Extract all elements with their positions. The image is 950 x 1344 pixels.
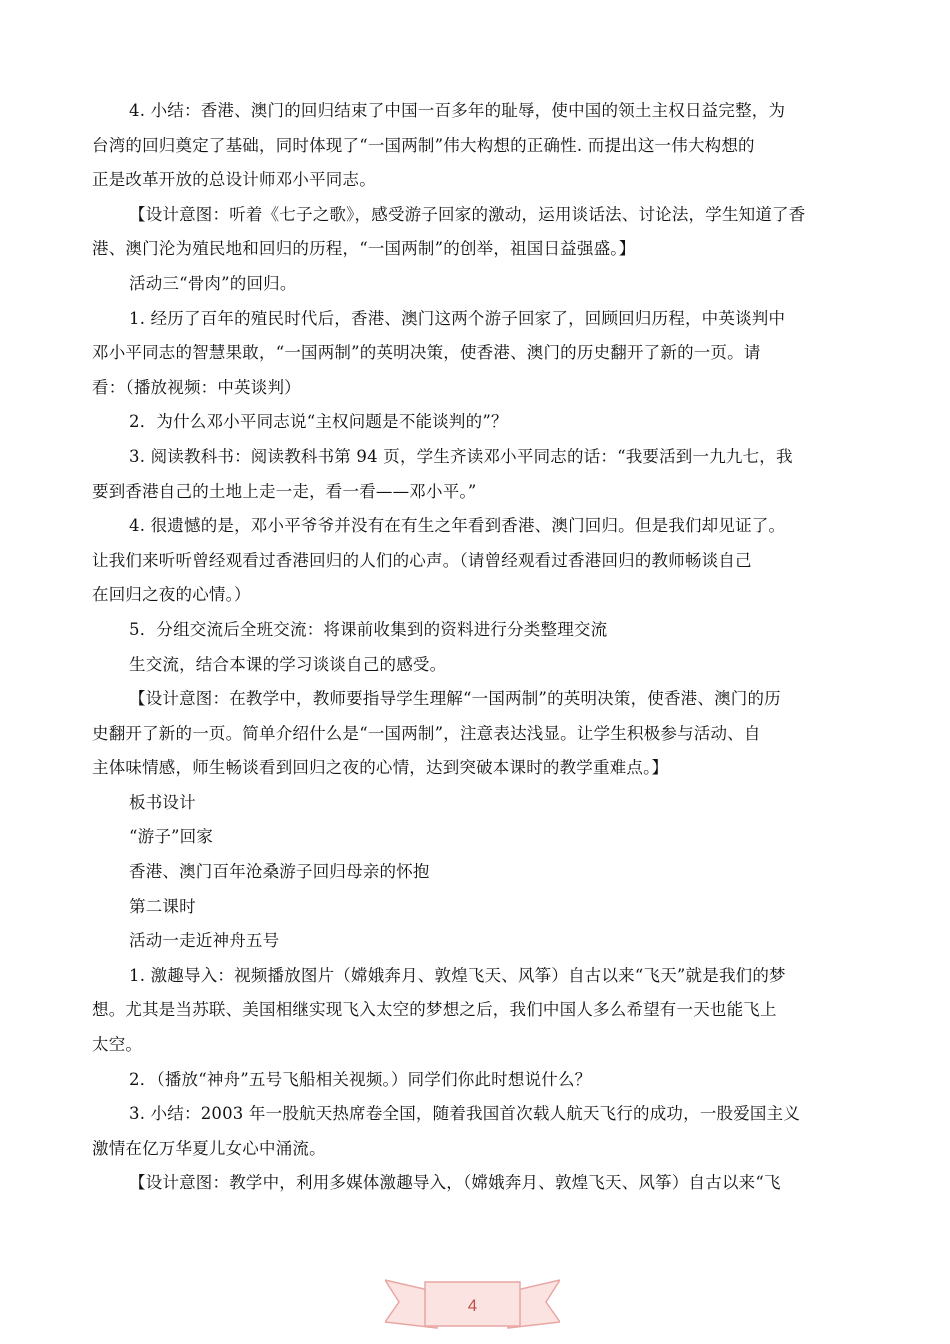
- text-line: 4. 很遗憾的是，邓小平爷爷并没有在有生之年看到香港、澳门回归。但是我们却见证了。: [129, 516, 786, 536]
- text-line: 邓小平同志的智慧果敢，“一国两制”的英明决策，使香港、澳门的历史翻开了新的一页。请: [92, 343, 761, 363]
- text-line: 1. 激趣导入：视频播放图片（嫦娥奔月、敦煌飞天、风筝）自古以来“飞天”就是我们的梦: [129, 965, 786, 985]
- text-line: 港、澳门沦为殖民地和回归的历程，“一国两制”的创举，祖国日益强盛。】: [92, 239, 636, 259]
- text-line: 【设计意图：在教学中，教师要指导学生理解“一国两制”的英明决策，使香港、澳门的历: [129, 689, 781, 709]
- text-line: 板书设计: [129, 792, 196, 812]
- text-line: 第二课时: [129, 896, 196, 916]
- text-line: 【设计意图：听着《七子之歌》，感受游子回家的激动，运用谈话法、讨论法，学生知道了香: [129, 204, 806, 224]
- text-line: 主体味情感，师生畅谈看到回归之夜的心情，达到突破本课时的教学重难点。】: [92, 758, 669, 778]
- page-footer: [385, 1272, 560, 1332]
- text-line: 太空。: [92, 1035, 143, 1055]
- text-line: 2．（播放“神舟”五号飞船相关视频。）同学们你此时想说什么？: [129, 1069, 592, 1089]
- text-line: 看：（播放视频：中英谈判）: [92, 377, 301, 397]
- text-line: 激情在亿万华夏儿女心中涌流。: [92, 1138, 326, 1158]
- text-line: 3. 阅读教科书：阅读教科书第 94 页，学生齐读邓小平同志的话：“我要活到一九九七，我: [129, 446, 793, 466]
- text-line: 【设计意图：教学中，利用多媒体激趣导入，（嫦娥奔月、敦煌飞天、风筝）自古以来“飞: [129, 1173, 781, 1193]
- text-line: 香港、澳门百年沧桑游子回归母亲的怀抱: [129, 862, 430, 882]
- text-line: 台湾的回归奠定了基础，同时体现了“一国两制”伟大构想的正确性. 而提出这一伟大构想的: [92, 135, 755, 155]
- text-line: 2．为什么邓小平同志说“主权问题是不能谈判的”？: [129, 412, 508, 432]
- text-line: 生交流，结合本课的学习谈谈自己的感受。: [129, 654, 447, 674]
- text-line: 正是改革开放的总设计师邓小平同志。: [92, 170, 376, 190]
- text-line: 活动一走近神舟五号: [129, 931, 280, 951]
- text-line: 3. 小结：2003 年一股航天热席卷全国，随着我国首次载人航天飞行的成功，一股爱国主义: [129, 1104, 801, 1124]
- text-line: 史翻开了新的一页。简单介绍什么是“一国两制”，注意表达浅显。让学生积极参与活动、自: [92, 723, 761, 743]
- text-line: 在回归之夜的心情。）: [92, 585, 251, 605]
- page-number: 4: [467, 1296, 478, 1315]
- text-line: 1. 经历了百年的殖民时代后，香港、澳门这两个游子回家了，回顾回归历程，中英谈判中: [129, 308, 786, 328]
- text-line: 想。尤其是当苏联、美国相继实现飞入太空的梦想之后，我们中国人多么希望有一天也能飞上: [92, 1000, 777, 1020]
- text-line: 活动三“骨肉”的回归。: [129, 273, 297, 293]
- document-body: [92, 94, 864, 1201]
- text-line: 4. 小结：香港、澳门的回归结束了中国一百多年的耻辱，使中国的领土主权日益完整，为: [129, 101, 786, 120]
- text-line: 要到香港自己的土地上走一走，看一看——邓小平。”: [92, 481, 477, 501]
- text-line: 让我们来听听曾经观看过香港回归的人们的心声。（请曾经观看过香港回归的教师畅谈自己: [92, 550, 752, 570]
- text-line: “游子”回家: [129, 827, 214, 847]
- text-line: 5．分组交流后全班交流：将课前收集到的资料进行分类整理交流: [129, 619, 608, 639]
